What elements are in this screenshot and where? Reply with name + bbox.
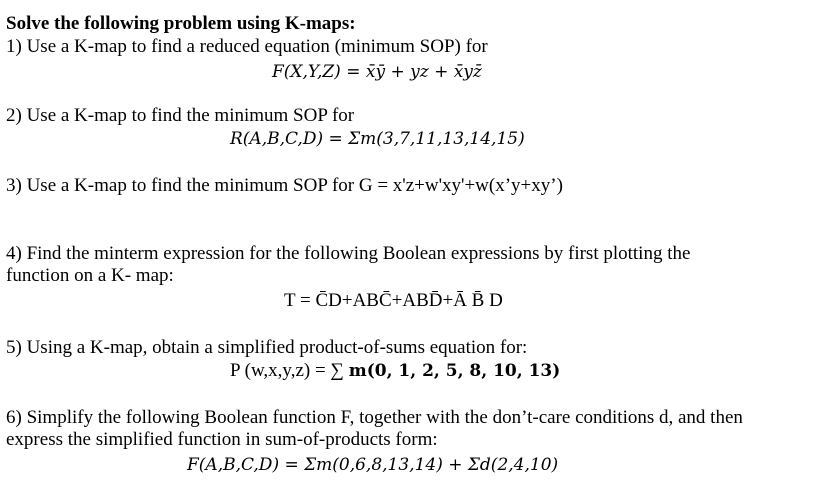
problem-2-text: 2) Use a K-map to find the minimum SOP for <box>6 105 355 126</box>
problem-4-text-line2: function on a K- map: <box>6 265 174 286</box>
problem-5-equation <box>230 360 560 382</box>
problem-1-equation: F(X,Y,Z) = x̄ȳ + yz + x̄yz̄ <box>272 62 482 82</box>
problem-5-equation-main: m(0, 1, 2, 5, 8, 10, 13) <box>348 361 561 381</box>
problem-1-text: 1) Use a K-map to find a reduced equation (minimum SOP) for <box>6 36 488 57</box>
problem-4-equation: T = C̄D+ABC̄+ABD̄+Ā B̄ D <box>284 290 503 311</box>
problem-5-equation-prefix: P (w,x,y,z) = ∑ <box>230 360 349 381</box>
problem-4-text-line1: 4) Find the minterm expression for the following Boolean expressions by first plotting the <box>6 243 691 264</box>
problem-2-equation: R(A,B,C,D) = Σm(3,7,11,13,14,15) <box>230 129 525 149</box>
problem-6-equation: F(A,B,C,D) = Σm(0,6,8,13,14) + Σd(2,4,10) <box>187 455 559 475</box>
problem-5-text: 5) Using a K-map, obtain a simplified product-of-sums equation for: <box>6 337 528 358</box>
problem-6-text-line2: express the simplified function in sum-of-products form: <box>6 429 438 450</box>
problem-6-text-line1: 6) Simplify the following Boolean function F, together with the don’t-care conditions d, and then <box>6 407 743 428</box>
problem-3-text: 3) Use a K-map to find the minimum SOP for G = x'z+w'xy'+w(x’y+xy’) <box>6 175 563 196</box>
document-title: Solve the following problem using K-maps: <box>6 13 356 34</box>
